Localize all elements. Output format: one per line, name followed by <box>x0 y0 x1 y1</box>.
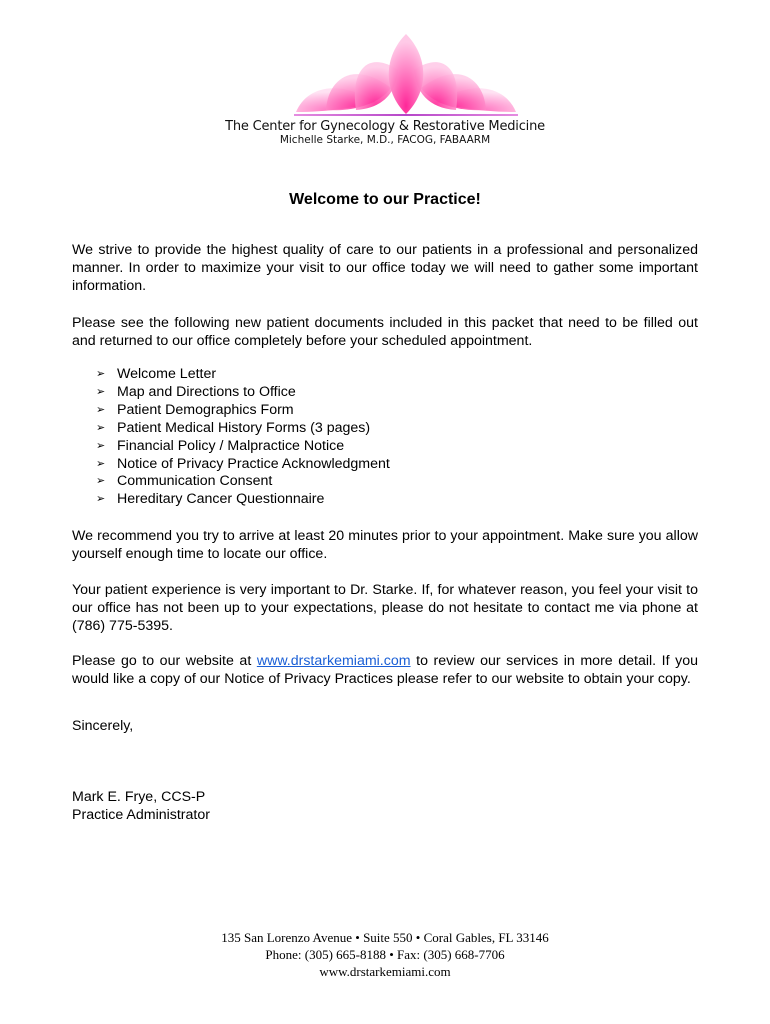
list-item: ➢ Welcome Letter <box>96 366 217 382</box>
list-item: ➢ Map and Directions to Office <box>96 383 296 400</box>
footer-address <box>0 929 770 980</box>
arrow-bullet-icon: ➢ <box>96 385 106 398</box>
list-item: ➢ Hereditary Cancer Questionnaire <box>96 491 325 508</box>
intro-paragraph: We strive to provide the highest quality of care to our patients in a professional and personalized manner. In order to maximize your visit to our office today we will need to gather some important information. <box>72 242 698 294</box>
petal-center <box>389 34 424 114</box>
experience-paragraph: Your patient experience is very important to Dr. Starke. If, for whatever reason, you feel your visit to our office has not been up to your expectations, please do not hesitate to contact me via phone at (786) 775-5395. <box>72 582 698 634</box>
signer-role: Practice Administrator <box>72 807 210 823</box>
arrow-bullet-icon: ➢ <box>96 457 106 470</box>
list-item: ➢ Patient Medical History Forms (3 pages) <box>96 419 371 436</box>
list-item: ➢ Patient Demographics Form <box>96 401 294 418</box>
documents-paragraph: Please see the following new patient documents included in this packet that need to be filled out and returned to our office completely before your scheduled appointment. <box>72 315 698 349</box>
lotus-flower-logo <box>286 30 526 122</box>
arrow-bullet-icon: ➢ <box>96 439 106 452</box>
arrow-bullet-icon: ➢ <box>96 368 106 380</box>
list-item: ➢ Communication Consent <box>96 473 273 490</box>
signer-name: Mark E. Frye, CCS-P <box>72 789 206 805</box>
arrival-paragraph: We recommend you try to arrive at least 20 minutes prior to your appointment. Make sure you allow yourself enough time to locate our office. <box>72 528 698 562</box>
footer-website: www.drstarkemiami.com <box>319 964 451 979</box>
logo-baseline <box>294 114 518 116</box>
website-paragraph: Please go to our website at www.drstarkemiami.com to review our services in more detail. If you would like a copy of our Notice of Privacy Practices please refer to our website to obtain your copy. <box>72 653 698 687</box>
list-item: ➢ Notice of Privacy Practice Acknowledgment <box>96 455 390 472</box>
footer-phone-line: Phone: (305) 665-8188 • Fax: (305) 668-7706 <box>265 947 505 962</box>
doctor-credentials: Michelle Starke, M.D., FACOG, FABAARM <box>279 134 491 146</box>
arrow-bullet-icon: ➢ <box>96 403 106 416</box>
practice-name: The Center for Gynecology & Restorative Medicine <box>225 119 545 134</box>
arrow-bullet-icon: ➢ <box>96 475 106 488</box>
page-title: Welcome to our Practice! <box>289 191 481 208</box>
list-item: ➢ Financial Policy / Malpractice Notice <box>96 437 345 454</box>
arrow-bullet-icon: ➢ <box>96 421 106 434</box>
closing: Sincerely, <box>72 718 134 734</box>
website-link[interactable]: www.drstarkemiami.com <box>256 653 411 669</box>
documents-list <box>96 366 390 509</box>
signature-block <box>72 788 210 824</box>
footer-address-line: 135 San Lorenzo Avenue • Suite 550 • Coral Gables, FL 33146 <box>221 930 549 945</box>
arrow-bullet-icon: ➢ <box>96 493 106 506</box>
